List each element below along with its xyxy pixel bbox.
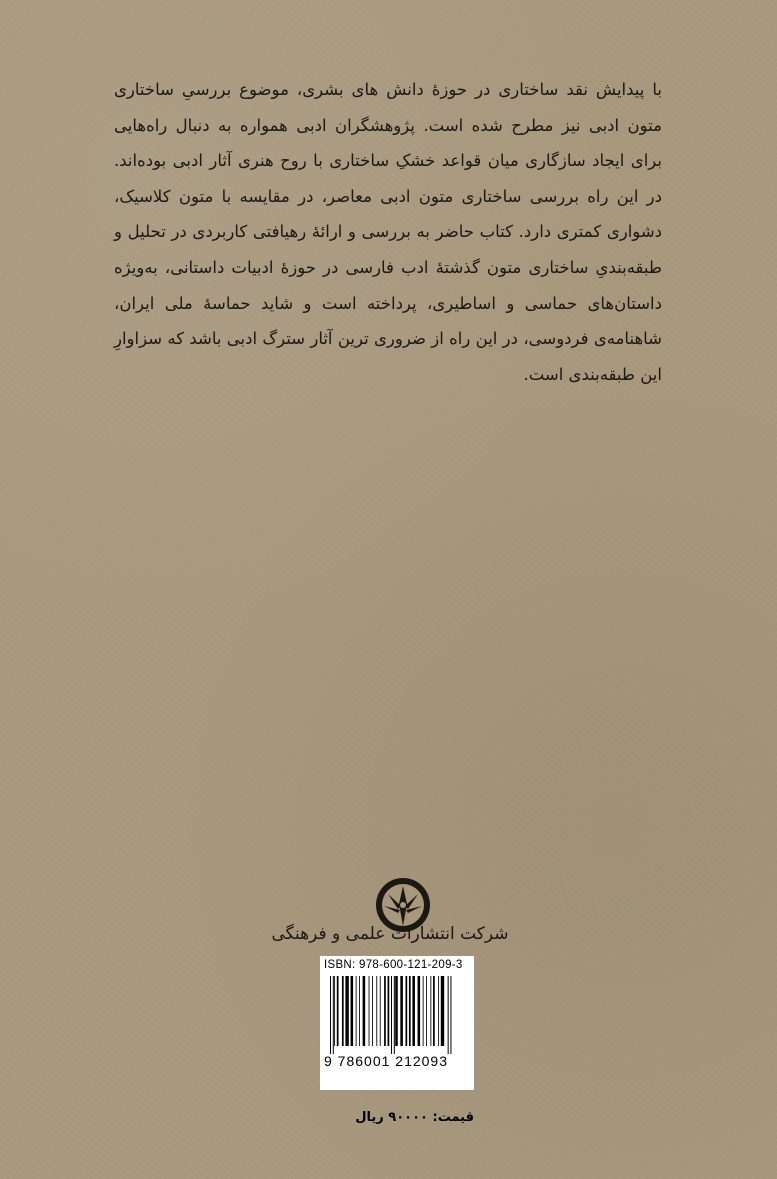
isbn-barcode-box [320,956,474,1090]
blurb-text-block [114,72,662,392]
barcode-digits: 9 786001 212093 [324,1053,448,1069]
barcode-graphic [326,976,468,1054]
blurb-paragraph: با پیدایش نقد ساختاری در حوزهٔ دانش های بشری، موضوع بررسیِ ساختاری متون ادبی نیز مطرح شده است. پژوهشگران ادبی همواره به دنبال راه‌هایی برای ایجاد سازگاری میان قواعد خشکِ ساختاری با روح هنری آثار ادبی بوده‌اند. در این راه بررسی ساختاری متون ادبی معاصر، در مقایسه با متون کلاسیک، دشواری کمتری دارد. کتاب حاضر به بررسی و ارائهٔ رهیافتی کاربردی در تحلیل و طبقه‌بندیِ ساختاری متون گذشتهٔ ادب فارسی در حوزهٔ ادبیات داستانی، به‌ویژه داستان‌های حماسی و اساطیری، پرداخته است و شاید حماسهٔ ملی ایران، شاهنامه‌ی فردوسی، در این راه از ضروری ترین آثار سترگ ادبی باشد که سزاوارِ این طبقه‌بندی است. [114,80,662,384]
isbn-label: ISBN: 978-600-121-209-3 [324,959,463,971]
price-label: قیمت: ۹۰۰۰۰ ریال [355,1110,474,1125]
publisher-name: شرکت انتشارات علمی و فرهنگی [271,924,509,944]
